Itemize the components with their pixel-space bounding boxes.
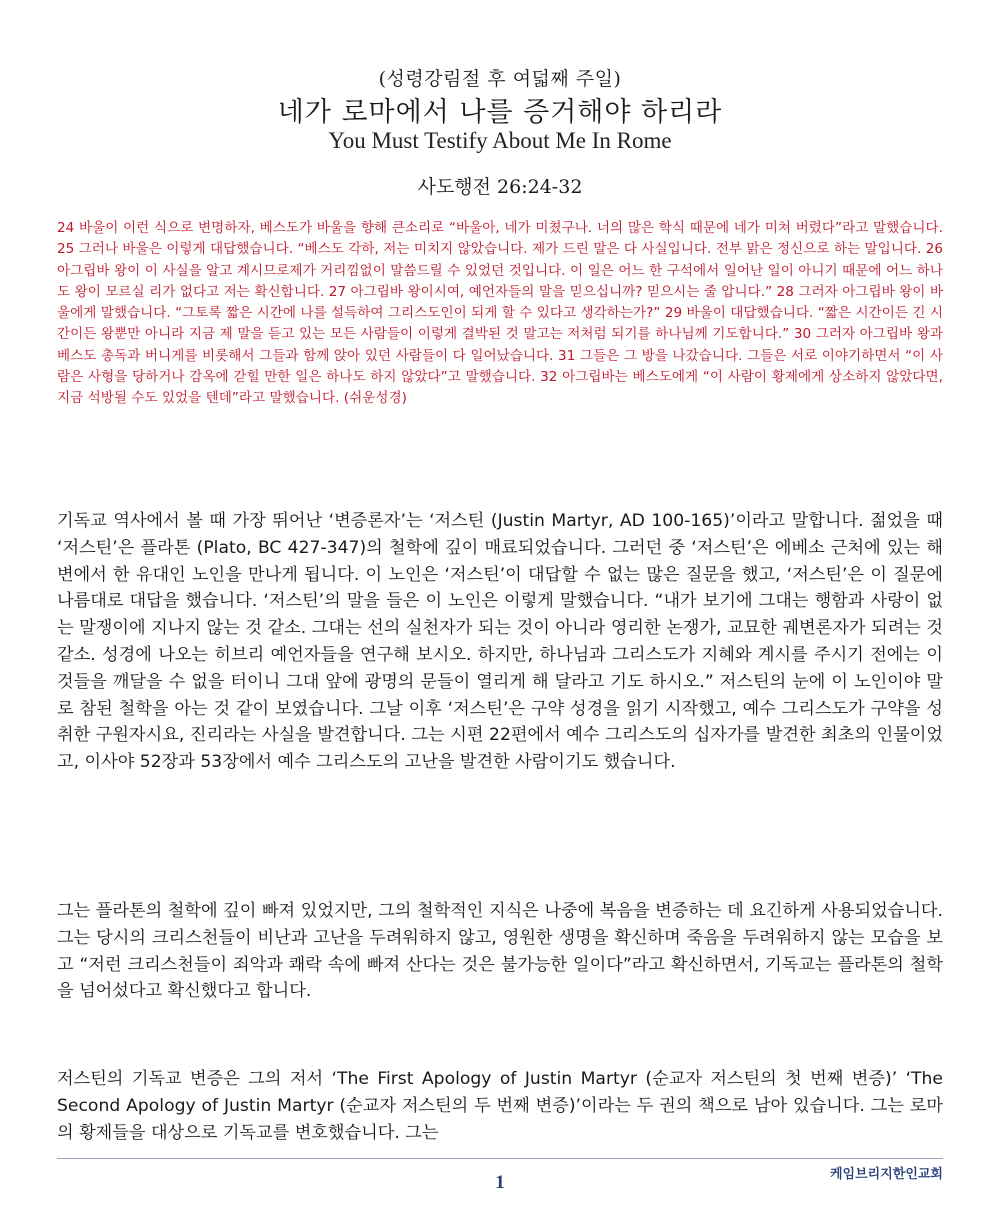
body-paragraph-1: 기독교 역사에서 볼 때 가장 뛰어난 ‘변증론자’는 ‘저스틴 (Justin Martyr, AD 100-165)’이라고 말합니다. 젊었을 때 ‘저스틴’은 플라톤 (Plato, BC 427-347)의 철학에 깊이 매료되었습니다. 그러던 중 ‘저스틴’은 에베소 근처에 있는 해변에서 한 유대인 노인을 만나게 됩니다. 이 노인은 ‘저스틴’이 대답할 수 없는 많은 질문을 했고, ‘저스틴’은 이 질문에 나름대로 대답을 했습니다. ‘저스틴’의 말을 들은 이 노인은 이렇게 말했습니다. “내가 보기에 그대는 행함과 사랑이 없는 말쟁이에 지나지 않는 것 같소. 그대는 선의 실천자가 되는 것이 아니라 영리한 논쟁가, 교묘한 궤변론자가 되려는 것 같소. 성경에 나오는 히브리 예언자들을 연구해 보시오. 하지만, 하나님과 그리스도가 지혜와 계시를 주시기 전에는 이것들을 깨달을 수 없을 터이니 그대 앞에 광명의 문들이 열리게 해 달라고 기도 하시오.” 저스틴의 눈에 이 노인이야 말로 참된 철학을 아는 것 같이 보였습니다. 그날 이후 ‘저스틴’은 구약 성경을 읽기 시작했고, 예수 그리스도가 구약을 성취한 구원자시요, 진리라는 사실을 발견합니다. 그는 시편 22편에서 예수 그리스도의 십자가를 발견한 최초의 인물이었고, 이사야 52장과 53장에서 예수 그리스도의 고난을 발견한 사람이기도 했습니다. (57, 511, 943, 773)
church-name: 케임브리지한인교회 (829, 1167, 943, 1182)
footer-divider (57, 1158, 943, 1159)
scripture-reference: 사도행전 26:24-32 (417, 176, 583, 198)
sermon-title-english: You Must Testify About Me In Rome (328, 128, 672, 153)
sermon-occasion: (성령강림절 후 여덟째 주일) (378, 68, 622, 90)
sermon-title-korean: 네가 로마에서 나를 증거해야 하리라 (277, 97, 723, 128)
body-paragraph-3: 저스틴의 기독교 변증은 그의 저서 ‘The First Apology of Justin Martyr (순교자 저스틴의 첫 번째 변증)’ ‘The Second Apology of Justin Martyr (순교자 저스틴의 두 번째 변증)’이라는 두 권의 책으로 남아 있습니다. 그는 로마의 황제들을 대상으로 기독교를 변호했습니다. 그는 (57, 1069, 943, 1143)
scripture-passage: 24 바울이 이런 식으로 변명하자, 베스도가 바울을 향해 큰소리로 “바울아, 네가 미쳤구나. 너의 많은 학식 때문에 네가 미쳐 버렸다”라고 말했습니다. 25 그러나 바울은 이렇게 대답했습니다. “베스도 각하, 저는 미치지 않았습니다. 제가 드린 말은 다 사실입니다. 전부 맑은 정신으로 하는 말입니다. 26 아그립바 왕이 이 사실을 알고 계시므로제가 거리낌없이 말씀드릴 수 있었던 것입니다. 이 일은 어느 한 구석에서 일어난 일이 아니기 때문에 어느 하나도 왕이 모르실 리가 없다고 저는 확신합니다. 27 아그립바 왕이시여, 예언자들의 말을 믿으십니까? 믿으시는 줄 압니다.” 28 그러자 아그립바 왕이 바울에게 말했습니다. “그토록 짧은 시간에 나를 설득하여 그리스도인이 되게 할 수 있다고 생각하는가?” 29 바울이 대답했습니다. “짧은 시간이든 긴 시간이든 왕뿐만 아니라 지금 제 말을 듣고 있는 모든 사람들이 이렇게 결박된 것 말고는 저처럼 되기를 하나님께 기도합니다.” 30 그러자 아그립바 왕과 베스도 총독과 버니게를 비롯해서 그들과 함께 앉아 있던 사람들이 다 일어났습니다. 31 그들은 그 방을 나갔습니다. 그들은 서로 이야기하면서 “이 사람은 사형을 당하거나 감옥에 갇힐 만한 일은 하나도 하지 않았다”고 말했습니다. 32 아그립바는 베스도에게 “이 사람이 황제에게 상소하지 않았다면, 지금 석방될 수도 있었을 텐데”라고 말했습니다. (쉬운성경) (57, 220, 943, 407)
body-paragraph-2: 그는 플라톤의 철학에 깊이 빠져 있었지만, 그의 철학적인 지식은 나중에 복음을 변증하는 데 요긴하게 사용되었습니다. 그는 당시의 크리스천들이 비난과 고난을 두려워하지 않고, 영원한 생명을 확신하며 죽음을 두려워하지 않는 모습을 보고 “저런 크리스천들이 죄악과 쾌락 속에 빠져 산다는 것은 불가능한 일이다”라고 확신하면서, 기독교는 플라톤의 철학을 넘어섰다고 확신했다고 합니다. (57, 901, 943, 1002)
page-number: 1 (495, 1172, 505, 1193)
